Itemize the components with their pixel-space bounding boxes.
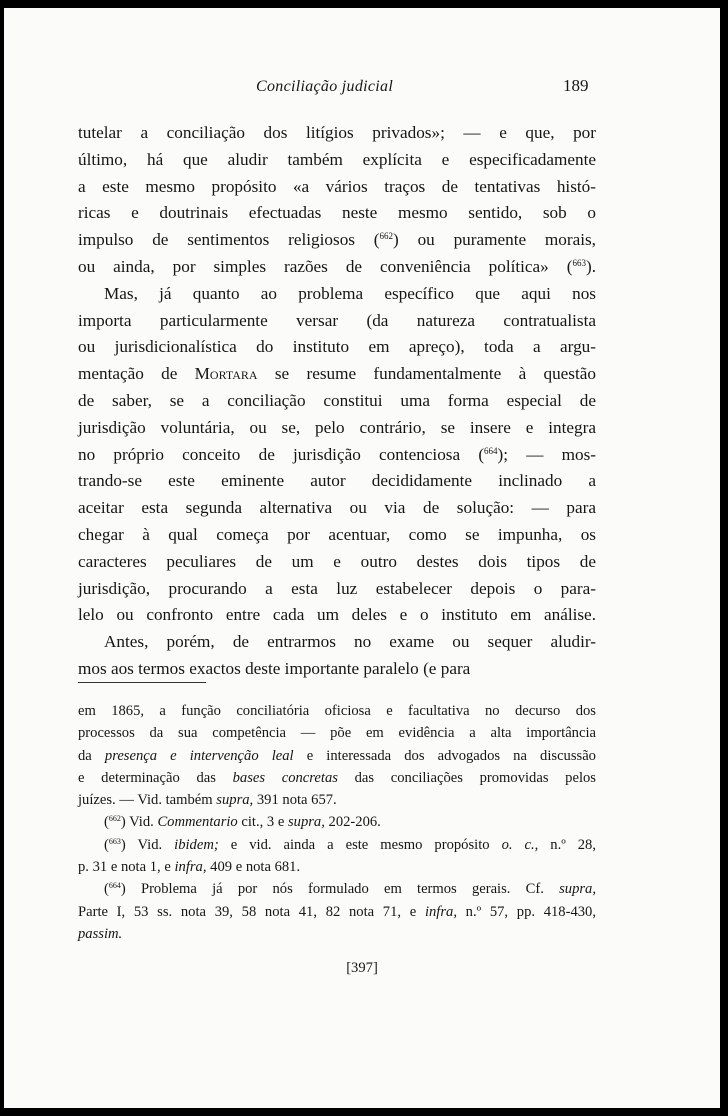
- signature-mark: [397]: [346, 960, 378, 976]
- body-line: [78, 602, 596, 629]
- footnote-marker: ($^{662}$): [104, 814, 126, 831]
- line-text: a este mesmo propósito «a vários traços de tentativas histó-: [78, 176, 596, 196]
- body-line: [78, 147, 596, 174]
- footnote-marker: ($^{663}$): [104, 836, 126, 853]
- line-text: ).: [585, 256, 596, 276]
- line-text: 202-206.: [324, 814, 381, 831]
- line-text: trando-se este eminente autor decididamente inclinado a: [78, 471, 596, 491]
- line-text: ou ainda, por simples razões de conveniência política» (: [78, 256, 573, 276]
- footnote-marker-number: 664: [108, 881, 121, 891]
- footnote-line: [78, 923, 596, 945]
- line-text: tutelar a conciliação dos litígios privados»; — e que, por: [78, 123, 596, 142]
- body-line: [78, 254, 596, 281]
- line-text: processos da sua competência — põe em evidência a alta importância: [78, 725, 596, 742]
- line-text: juízes. — Vid. também: [78, 792, 217, 809]
- body-line: [78, 629, 596, 656]
- line-text: da: [78, 747, 105, 764]
- line-text: aceitar esta segunda alternativa ou via de solução: — para: [78, 498, 596, 518]
- line-text: das conciliações promovidas pelos: [337, 769, 596, 786]
- italic-text: infra,: [174, 859, 207, 876]
- italic-text: infra,: [424, 903, 457, 920]
- line-text: mentação de: [78, 364, 195, 384]
- body-line: [78, 200, 596, 227]
- line-text: Problema já por nós formulado em termos gerais. Cf.: [125, 881, 560, 898]
- body-line: [78, 120, 596, 147]
- footnote-line: [78, 745, 596, 767]
- footnote-line: [78, 901, 596, 923]
- line-text: último, há que aludir também explícita e especificadamente: [78, 149, 596, 169]
- footnote-line: [78, 878, 596, 900]
- line-text: e determinação das: [78, 769, 233, 786]
- line-text: se resume fundamentalmente à questão: [257, 364, 596, 384]
- line-text: Parte I, 53 ss. nota 39, 58 nota 41, 82 nota 71, e: [78, 903, 425, 920]
- footnote-line: [78, 722, 596, 744]
- line-text: n.º 28,: [538, 836, 596, 853]
- footnote-reference: 663: [572, 257, 586, 268]
- footnote-marker-number: 663: [108, 836, 121, 846]
- body-text: [78, 120, 596, 683]
- footnote-line: [78, 789, 596, 811]
- line-text: p. 31 e nota 1, e: [78, 859, 175, 876]
- body-line: [78, 495, 596, 522]
- line-text: impulso de sentimentos religiosos (: [78, 230, 380, 250]
- body-line: [78, 468, 596, 495]
- footnote-line: [78, 811, 596, 833]
- line-text: ricas e doutrinais efectuadas neste mesmo sentido, sob o: [78, 203, 596, 223]
- line-text: lelo ou confronto entre cada um deles e o instituto em análise.: [78, 605, 596, 625]
- body-line: [78, 415, 596, 442]
- line-text: e interessada dos advogados na discussão: [293, 747, 596, 764]
- footnote-marker-number: 662: [108, 814, 121, 824]
- body-line: [78, 442, 596, 469]
- line-text: 409 e nota 681.: [206, 859, 301, 876]
- footnote-reference: 664: [484, 445, 498, 456]
- footnote-line: [78, 767, 596, 789]
- footnote-line: [78, 856, 596, 878]
- body-line: [78, 656, 596, 683]
- running-title: Conciliação judicial: [256, 78, 394, 95]
- line-text: cit., 3 e: [237, 814, 288, 831]
- italic-text: ibidem;: [174, 836, 219, 853]
- line-text: ou jurisdicionalística do instituto em apreço), toda a argu-: [78, 337, 596, 357]
- body-line: [78, 174, 596, 201]
- footnote-rule: [78, 682, 206, 683]
- footnote-marker: ($^{664}$): [104, 881, 126, 898]
- line-text: ) ou puramente morais,: [393, 230, 596, 250]
- line-text: ); — mos-: [497, 444, 597, 464]
- page-number: 189: [563, 76, 589, 95]
- footnotes: [78, 700, 596, 945]
- line-text: Vid.: [125, 836, 175, 853]
- book-page: [4, 8, 720, 1108]
- footnote-reference: 662: [379, 231, 394, 242]
- body-line: [78, 281, 596, 308]
- body-line: [78, 361, 596, 388]
- line-text: jurisdição, procurando a esta luz estabelecer depois o para-: [78, 578, 596, 598]
- body-line: [78, 549, 596, 576]
- line-text: 391 nota 657.: [253, 792, 337, 809]
- line-text: em 1865, a função conciliatória oficiosa e facultativa no decurso dos: [78, 703, 596, 719]
- footnote-line: [78, 700, 596, 722]
- line-text: Antes, porém, de entrarmos no exame ou sequer aludir-: [104, 632, 596, 652]
- line-text: importa particularmente versar (da natureza contratualista: [78, 310, 596, 330]
- line-text: no próprio conceito de jurisdição contenciosa (: [78, 444, 485, 464]
- italic-text: presença e intervenção leal: [104, 747, 294, 764]
- body-line: [78, 308, 596, 335]
- line-text: de saber, se a conciliação constitui uma forma especial de: [78, 390, 596, 410]
- line-text: Vid.: [125, 814, 158, 831]
- body-line: [78, 388, 596, 415]
- author-name: Mortara: [194, 364, 258, 384]
- line-text: Mas, já quanto ao problema específico que aqui nos: [104, 283, 596, 303]
- line-text: caracteres peculiares de um e outro destes dois tipos de: [78, 551, 596, 571]
- italic-text: bases concretas: [232, 769, 338, 786]
- italic-text: passim.: [78, 925, 123, 942]
- body-line: [78, 227, 596, 254]
- body-line: [78, 576, 596, 603]
- line-text: chegar à qual começa por acentuar, como se impunha, os: [78, 524, 596, 544]
- italic-text: Commentario: [157, 814, 238, 831]
- line-text: n.º 57, pp. 418-430,: [456, 903, 597, 920]
- body-line: [78, 334, 596, 361]
- line-text: jurisdição voluntária, ou se, pelo contrário, se insere e integra: [78, 417, 596, 437]
- page-header: [4, 76, 720, 100]
- line-text: e vid. ainda a este mesmo propósito: [218, 836, 502, 853]
- body-line: [78, 522, 596, 549]
- footnote-line: [78, 834, 596, 856]
- italic-text: supra,: [287, 814, 325, 831]
- italic-text: supra,: [559, 881, 596, 898]
- line-text: mos aos termos exactos deste importante paralelo (e para: [78, 658, 471, 678]
- italic-text: o. c.,: [501, 836, 539, 853]
- italic-text: supra,: [216, 792, 254, 809]
